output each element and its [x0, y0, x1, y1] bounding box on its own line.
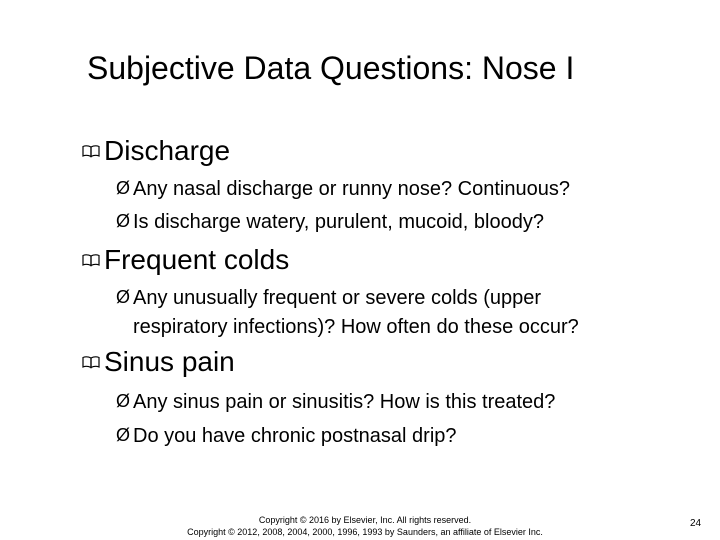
arrow-bullet-icon: Ø	[116, 287, 131, 307]
arrow-bullet-icon: Ø	[116, 391, 131, 411]
arrow-bullet-icon: Ø	[116, 178, 131, 198]
bullet-heading: Discharge	[104, 135, 231, 166]
sub-bullet-text: Do you have chronic postnasal drip?	[133, 425, 457, 447]
bullet-heading: Sinus pain	[104, 346, 235, 377]
copyright-line: Copyright © 2012, 2008, 2004, 2000, 1996, 1993 by Saunders, an affiliate of Elsevier Inc.	[187, 527, 543, 537]
sub-bullet-text: Any sinus pain or sinusitis? How is this treated?	[133, 391, 556, 413]
copyright-footer	[160, 514, 570, 538]
book-icon	[82, 253, 100, 267]
book-icon	[82, 144, 100, 158]
sub-bullet-text: Any nasal discharge or runny nose? Continuous?	[133, 178, 570, 200]
sub-bullet-text: Any unusually frequent or severe colds (upper	[133, 287, 542, 309]
bullet-heading: Frequent colds	[104, 244, 290, 275]
arrow-bullet-icon: Ø	[116, 425, 131, 445]
arrow-bullet-icon: Ø	[116, 211, 131, 231]
copyright-line: Copyright © 2016 by Elsevier, Inc. All rights reserved.	[258, 515, 472, 525]
sub-bullet-text: respiratory infections)? How often do these occur?	[133, 316, 579, 338]
book-icon	[82, 355, 100, 369]
slide-title: Subjective Data Questions: Nose I	[87, 50, 575, 86]
page-number: 24	[690, 518, 702, 529]
sub-bullet-text: Is discharge watery, purulent, mucoid, bloody?	[133, 211, 544, 233]
